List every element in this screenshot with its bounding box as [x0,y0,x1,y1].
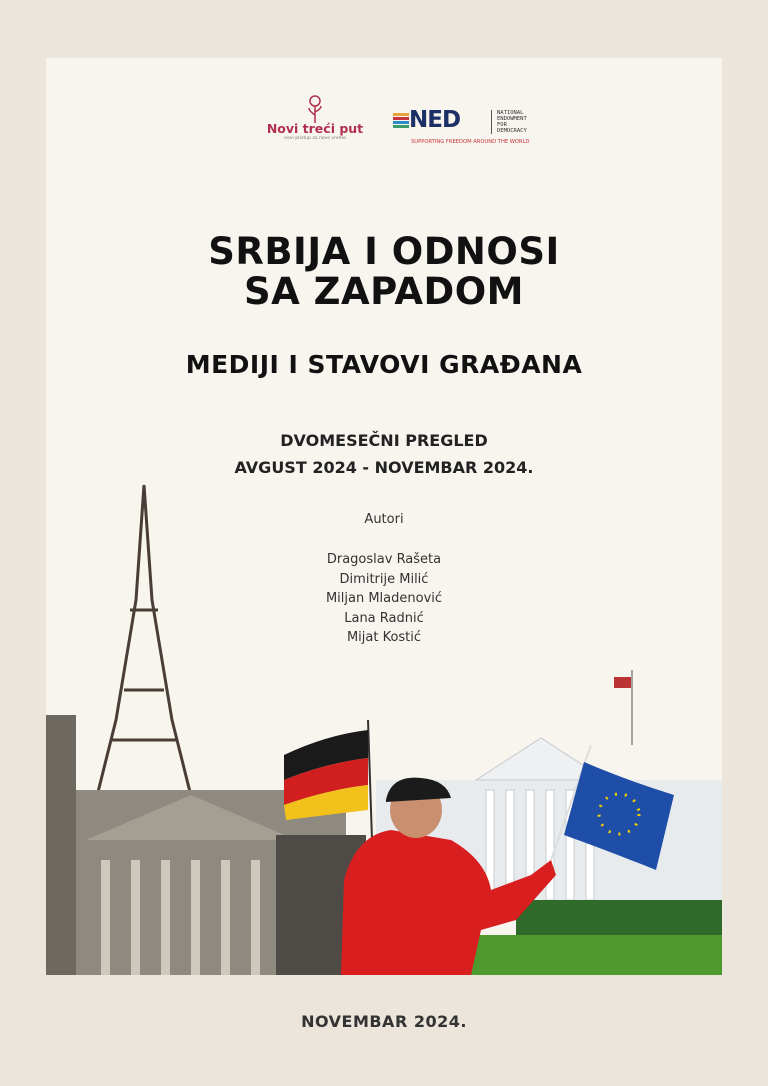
lawn [466,935,722,975]
author: Dragoslav Rašeta [326,552,442,567]
authors-label: Autori [364,512,404,527]
logo-tagline: novi pristup za novo vreme [284,136,346,141]
ned-acronym: NED [409,107,461,133]
page-title [0,232,768,312]
title-line: SRBIJA I ODNOSI [208,230,560,273]
rose-icon [305,95,325,123]
ned-line: FOR [497,122,507,128]
period [0,427,768,481]
ned-logo [393,107,553,147]
eiffel-tower [96,485,192,800]
title-line: SA ZAPADOM [244,270,524,313]
ned-full-name [497,110,527,134]
logos [0,95,768,155]
ned-line: ENDOWMENT [497,116,527,122]
period-line: AVGUST 2024 - NOVEMBAR 2024. [234,458,534,477]
ned-line: NATIONAL [497,110,524,116]
period-line: DVOMESEČNI PREGLED [280,431,488,450]
logo-name: Novi treći put [266,121,364,136]
globe-stripes-icon [393,111,409,129]
author: Mijat Kostić [346,630,422,645]
ned-tagline: SUPPORTING FREEDOM AROUND THE WORLD [411,139,530,145]
publication-date: NOVEMBAR 2024. [301,1012,467,1031]
ned-line: DEMOCRACY [497,128,527,134]
subtitle: MEDIJI I STAVOVI GRAĐANA [185,350,583,379]
author: Miljan Mladenović [325,591,443,606]
divider [491,110,492,134]
author: Lana Radnić [344,610,424,626]
author: Dimitrije Milić [339,571,429,587]
cover-collage-image [46,480,722,975]
novi-treci-put-logo [265,95,365,141]
